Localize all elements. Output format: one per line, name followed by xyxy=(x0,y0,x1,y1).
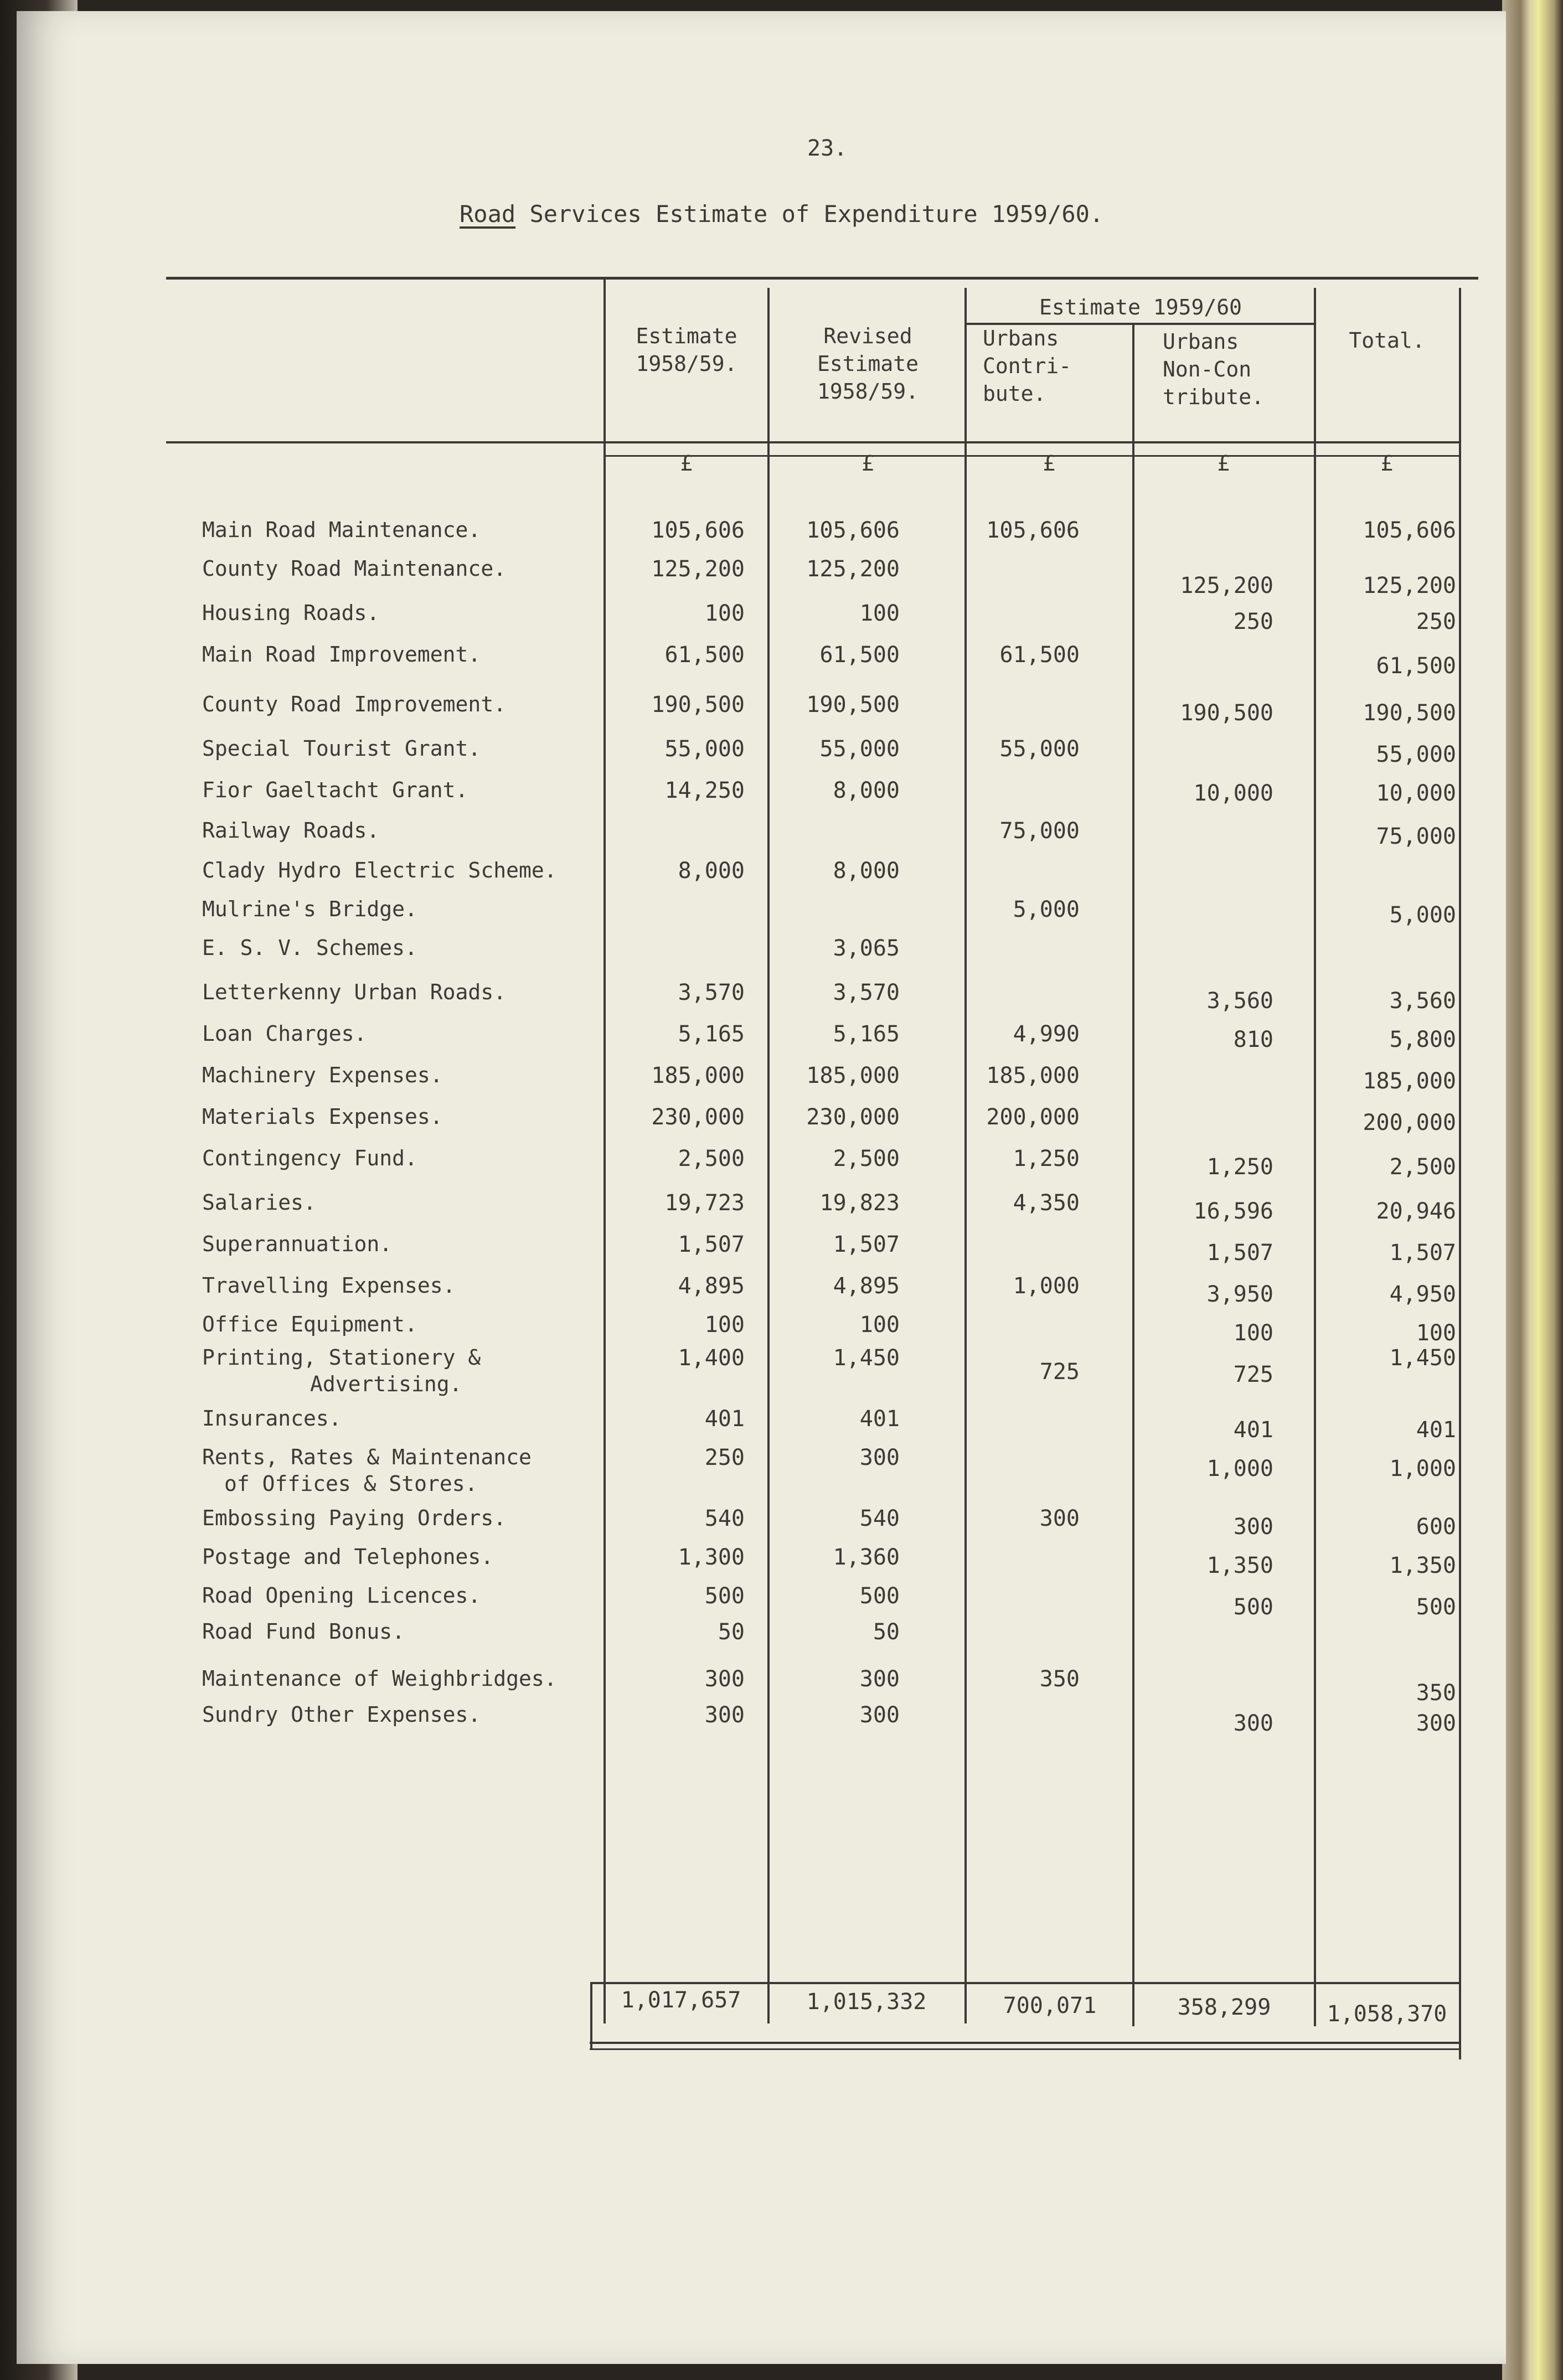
row-label: County Road Improvement. xyxy=(202,692,507,716)
cell-tot: 5,000 xyxy=(1389,902,1456,928)
row-label: Sundry Other Expenses. xyxy=(202,1702,481,1727)
cell-est: 55,000 xyxy=(664,736,745,762)
cell-rev: 8,000 xyxy=(833,858,900,884)
currency-rev: £ xyxy=(862,451,874,476)
cell-rev: 300 xyxy=(859,1702,900,1728)
cell-uc: 200,000 xyxy=(986,1104,1080,1130)
cell-est: 1,400 xyxy=(678,1345,745,1371)
cell-rev: 55,000 xyxy=(819,736,900,762)
row-label: Postage and Telephones. xyxy=(202,1545,494,1569)
currency-un: £ xyxy=(1217,451,1230,476)
cell-tot: 61,500 xyxy=(1376,653,1456,679)
cell-est: 250 xyxy=(704,1445,745,1470)
page-number: 23. xyxy=(807,136,848,161)
cell-rev: 230,000 xyxy=(806,1104,900,1130)
cell-un: 1,350 xyxy=(1206,1553,1273,1578)
row-label: Machinery Expenses. xyxy=(202,1063,443,1087)
currency-uc: £ xyxy=(1043,451,1056,476)
cell-uc: 55,000 xyxy=(999,736,1080,762)
row-label: Clady Hydro Electric Scheme. xyxy=(202,858,557,882)
row-label: Mulrine's Bridge. xyxy=(202,897,417,921)
cell-est: 2,500 xyxy=(678,1146,745,1171)
cell-est: 105,606 xyxy=(651,518,745,543)
cell-est: 4,895 xyxy=(678,1273,745,1299)
title-underlined-word: Road xyxy=(460,200,516,228)
cell-est: 61,500 xyxy=(664,642,745,668)
cell-rev: 100 xyxy=(859,601,900,626)
header-urbans-contribute: Urbans Contri- bute. xyxy=(983,326,1072,406)
cell-uc: 4,990 xyxy=(1013,1021,1080,1047)
row-label: Special Tourist Grant. xyxy=(202,736,481,761)
cell-tot: 185,000 xyxy=(1363,1068,1456,1094)
cell-est: 500 xyxy=(704,1583,745,1609)
cell-rev: 3,065 xyxy=(833,936,900,961)
cell-tot: 20,946 xyxy=(1376,1199,1456,1224)
cell-rev: 2,500 xyxy=(833,1146,900,1171)
cell-un: 725 xyxy=(1233,1362,1273,1387)
cell-est: 19,723 xyxy=(664,1190,745,1216)
cell-un: 401 xyxy=(1233,1417,1273,1443)
cell-tot: 250 xyxy=(1416,609,1456,634)
cell-un: 300 xyxy=(1233,1514,1273,1540)
cell-un: 1,250 xyxy=(1206,1154,1273,1180)
cell-tot: 4,950 xyxy=(1389,1282,1456,1307)
cell-est: 1,507 xyxy=(678,1232,745,1257)
cell-est: 401 xyxy=(704,1406,745,1432)
cell-tot: 100 xyxy=(1416,1320,1456,1346)
cell-uc: 1,000 xyxy=(1013,1273,1080,1299)
row-label: Road Opening Licences. xyxy=(202,1583,481,1608)
cell-est: 185,000 xyxy=(651,1063,745,1088)
cell-tot: 3,560 xyxy=(1389,988,1456,1014)
row-label: Railway Roads. xyxy=(202,818,380,843)
cell-est: 540 xyxy=(704,1506,745,1531)
row-label: Office Equipment. xyxy=(202,1312,417,1336)
cell-uc: 725 xyxy=(1039,1359,1080,1385)
cell-rev: 4,895 xyxy=(833,1273,900,1299)
cell-rev: 50 xyxy=(873,1619,900,1645)
currency-est: £ xyxy=(680,451,693,476)
header-bottom-rule xyxy=(166,441,1459,443)
cell-un: 1,000 xyxy=(1206,1456,1273,1481)
currency-tot: £ xyxy=(1380,451,1394,476)
row-label: Loan Charges. xyxy=(202,1021,367,1046)
cell-un: 100 xyxy=(1233,1320,1273,1346)
cell-est: 50 xyxy=(718,1619,745,1645)
cell-rev: 1,360 xyxy=(833,1545,900,1570)
cell-tot: 5,800 xyxy=(1389,1027,1456,1052)
cell-rev: 3,570 xyxy=(833,980,900,1005)
totals-bottom-rule xyxy=(590,2042,1459,2044)
cell-uc: 75,000 xyxy=(999,818,1080,844)
cell-un: 10,000 xyxy=(1193,781,1273,806)
cell-uc: 105,606 xyxy=(986,518,1080,543)
cell-un: 250 xyxy=(1233,609,1273,634)
cell-est: 1,300 xyxy=(678,1545,745,1570)
cell-tot: 55,000 xyxy=(1376,742,1456,767)
cell-est: 190,500 xyxy=(651,692,745,717)
row-label: Housing Roads. xyxy=(202,601,380,625)
col-rule-6 xyxy=(1459,288,1461,2059)
cell-un: 3,950 xyxy=(1206,1282,1273,1307)
cell-est: 300 xyxy=(704,1666,745,1692)
cell-tot: 125,200 xyxy=(1363,573,1456,598)
cell-tot: 600 xyxy=(1416,1514,1456,1540)
cell-un: 500 xyxy=(1233,1594,1273,1620)
row-label: Travelling Expenses. xyxy=(202,1273,456,1298)
row-label-continued: Advertising. xyxy=(310,1372,462,1396)
totals-bottom-rule-2 xyxy=(590,2048,1459,2050)
cell-tot: 1,450 xyxy=(1389,1345,1456,1371)
cell-est: 8,000 xyxy=(678,858,745,884)
cell-uc: 4,350 xyxy=(1013,1190,1080,1216)
row-label: Letterkenny Urban Roads. xyxy=(202,980,507,1004)
cell-uc: 185,000 xyxy=(986,1063,1080,1088)
header-group: Estimate 1959/60 xyxy=(1039,295,1242,319)
totals-left-rule xyxy=(590,1982,592,2049)
cell-uc: 5,000 xyxy=(1013,897,1080,922)
row-label: Materials Expenses. xyxy=(202,1104,443,1129)
cell-rev: 100 xyxy=(859,1312,900,1338)
row-label: Printing, Stationery & xyxy=(202,1345,481,1370)
cell-un: 1,507 xyxy=(1206,1240,1273,1266)
cell-est: 125,200 xyxy=(651,556,745,582)
cell-rev: 1,450 xyxy=(833,1345,900,1371)
cell-rev: 8,000 xyxy=(833,778,900,803)
row-label: Rents, Rates & Maintenance xyxy=(202,1445,532,1469)
row-label: Fior Gaeltacht Grant. xyxy=(202,778,468,802)
row-label: Road Fund Bonus. xyxy=(202,1619,405,1644)
header-estimate: Estimate 1958/59. xyxy=(636,324,737,376)
header-total: Total. xyxy=(1349,328,1425,353)
cell-tot: 1,350 xyxy=(1389,1553,1456,1578)
cell-tot: 1,000 xyxy=(1389,1456,1456,1481)
cell-uc: 1,250 xyxy=(1013,1146,1080,1171)
cell-tot: 10,000 xyxy=(1376,781,1456,806)
cell-est: 230,000 xyxy=(651,1104,745,1130)
totals-top-rule xyxy=(592,1982,1459,1984)
row-label: Main Road Maintenance. xyxy=(202,518,481,542)
cell-uc: 300 xyxy=(1039,1506,1080,1531)
row-label: County Road Maintenance. xyxy=(202,556,507,581)
cell-un: 810 xyxy=(1233,1027,1273,1052)
row-label: Maintenance of Weighbridges. xyxy=(202,1666,557,1691)
cell-un: 190,500 xyxy=(1180,700,1273,726)
cell-rev: 125,200 xyxy=(806,556,900,582)
cell-un: 300 xyxy=(1233,1711,1273,1736)
cell-rev: 401 xyxy=(859,1406,900,1432)
cell-uc: 350 xyxy=(1039,1666,1080,1692)
total-urbans-non: 358,299 xyxy=(1177,1995,1271,2020)
total-revised: 1,015,332 xyxy=(806,1989,927,2015)
row-label: Superannuation. xyxy=(202,1232,393,1256)
cell-tot: 300 xyxy=(1416,1711,1456,1736)
cell-rev: 190,500 xyxy=(806,692,900,717)
total-estimate: 1,017,657 xyxy=(621,1987,741,2013)
cell-rev: 300 xyxy=(859,1666,900,1692)
header-revised: Revised Estimate 1958/59. xyxy=(817,324,919,404)
row-label: Salaries. xyxy=(202,1190,316,1215)
table-top-rule xyxy=(166,277,1478,280)
cell-rev: 1,507 xyxy=(833,1232,900,1257)
cell-tot: 2,500 xyxy=(1389,1154,1456,1180)
cell-est: 14,250 xyxy=(664,778,745,803)
row-label: Main Road Improvement. xyxy=(202,642,481,667)
cell-rev: 19,823 xyxy=(819,1190,900,1216)
cell-tot: 200,000 xyxy=(1363,1110,1456,1135)
cell-un: 16,596 xyxy=(1193,1199,1273,1224)
row-label: Contingency Fund. xyxy=(202,1146,417,1170)
cell-rev: 61,500 xyxy=(819,642,900,668)
cell-tot: 500 xyxy=(1416,1594,1456,1620)
row-label-continued: of Offices & Stores. xyxy=(224,1472,478,1496)
cell-rev: 105,606 xyxy=(806,518,900,543)
row-label: E. S. V. Schemes. xyxy=(202,936,417,960)
total-urbans-contribute: 700,071 xyxy=(1003,1993,1097,2018)
cell-tot: 105,606 xyxy=(1363,518,1456,543)
row-label: Embossing Paying Orders. xyxy=(202,1506,507,1530)
cell-rev: 540 xyxy=(859,1506,900,1531)
cell-rev: 185,000 xyxy=(806,1063,900,1088)
cell-tot: 75,000 xyxy=(1376,824,1456,849)
cell-est: 100 xyxy=(704,1312,745,1338)
cell-tot: 1,507 xyxy=(1389,1240,1456,1266)
cell-uc: 61,500 xyxy=(999,642,1080,668)
cell-rev: 5,165 xyxy=(833,1021,900,1047)
cell-tot: 350 xyxy=(1416,1680,1456,1706)
header-urbans-non: Urbans Non-Con tribute. xyxy=(1163,329,1265,409)
grand-total: 1,058,370 xyxy=(1327,2001,1447,2027)
row-label: Insurances. xyxy=(202,1406,342,1431)
cell-un: 3,560 xyxy=(1206,988,1273,1014)
title-rest: Services Estimate of Expenditure 1959/60. xyxy=(529,200,1104,228)
cell-tot: 401 xyxy=(1416,1417,1456,1443)
cell-est: 300 xyxy=(704,1702,745,1728)
cell-un: 125,200 xyxy=(1180,573,1273,598)
cell-rev: 300 xyxy=(859,1445,900,1470)
cell-tot: 190,500 xyxy=(1363,700,1456,726)
cell-est: 5,165 xyxy=(678,1021,745,1047)
cell-est: 100 xyxy=(704,601,745,626)
cell-est: 3,570 xyxy=(678,980,745,1005)
cell-rev: 500 xyxy=(859,1583,900,1609)
page-title xyxy=(460,200,1103,228)
